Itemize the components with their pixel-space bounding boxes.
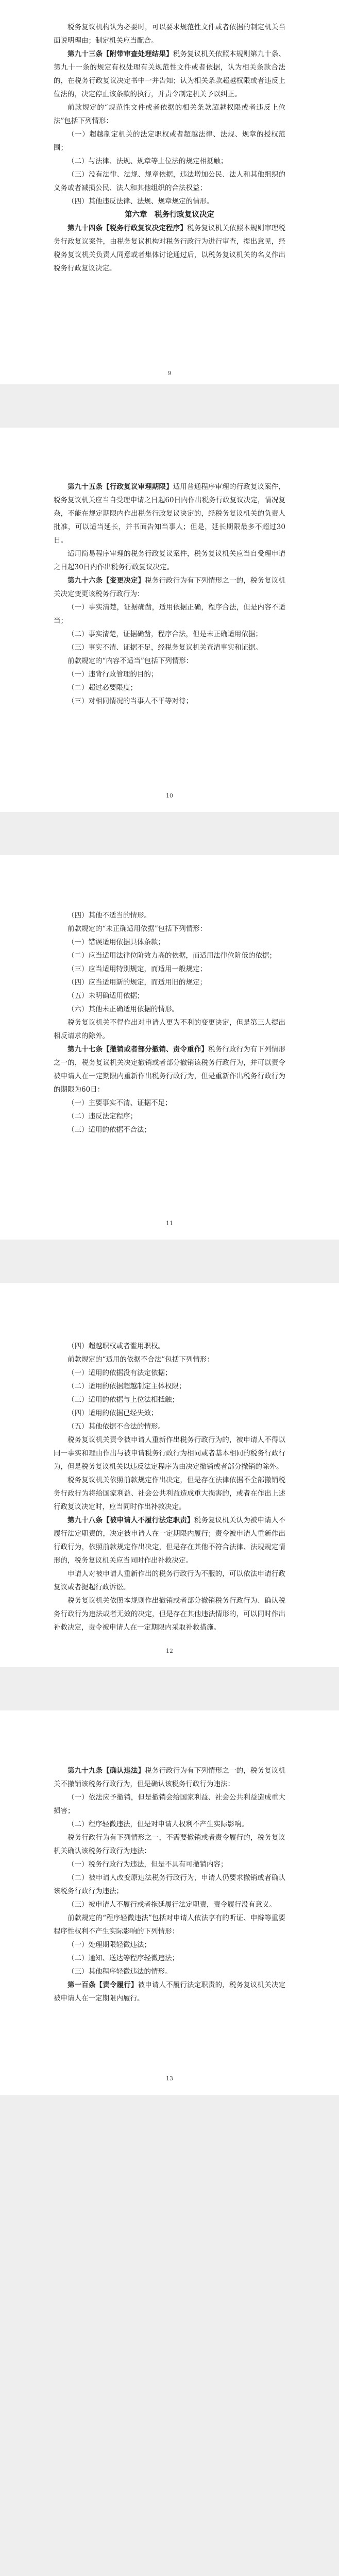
page-number: 13 (166, 2075, 173, 2082)
paragraph-text: （四）其他违反法律、法规、规章规定的情形。 (67, 197, 214, 206)
paragraph (54, 1366, 285, 1380)
page-number: 12 (166, 1648, 173, 1654)
paragraph-text: （一）错误适用依据具体条款； (67, 938, 165, 946)
paragraph-text: 税务行政行为有下列情形之一，不需要撤销或者责令履行的，税务复议机关确认该税务行政行为违法： (54, 1834, 285, 1855)
paragraph (54, 1858, 285, 1871)
paragraph (54, 1340, 285, 1353)
paragraph (54, 936, 285, 949)
paragraph (54, 1978, 285, 2005)
paragraph (54, 168, 285, 195)
paragraph-text: （一）违背行政管理的目的； (67, 670, 158, 679)
paragraph-text: 前款规定的“内容不适当”包括下列情形： (67, 657, 193, 665)
paragraph-text: （二）事实清楚，证据确凿，程序合法，但是未正确适用依据； (67, 630, 262, 638)
paragraph-text: （三）适用的依据不合法； (67, 1126, 151, 1134)
paragraph (54, 654, 285, 668)
paragraph (54, 480, 285, 547)
paragraph (54, 1123, 285, 1137)
article-number: 第九十九条【确认违法】 (67, 1767, 145, 1775)
paragraph (54, 1965, 285, 1978)
paragraph-text: （二）通知、送达等程序轻微违法； (67, 1954, 179, 1962)
paragraph-text: （四）适用的依据已经失效； (67, 1409, 158, 1417)
paragraph-text: 前款规定的“规范性文件或者依据的相关条款超越权限或者违反上位法”包括下列情形： (54, 104, 285, 125)
paragraph-text: （二）违反法定程序； (67, 1112, 137, 1121)
paragraph-text: 前款规定的“未正确适用依据”包括下列情形： (67, 925, 207, 933)
paragraph (54, 547, 285, 574)
document-page (0, 1283, 339, 1667)
paragraph-text: （五）未明确适用依据； (67, 992, 144, 1000)
paragraph-text: 前款规定的“程序轻微违法”包括对申请人依法享有的听证、申辩等重要程序性权利不产生实际影响的下列情形： (54, 1914, 285, 1936)
paragraph (54, 976, 285, 989)
page-body (54, 909, 285, 1137)
paragraph (54, 694, 285, 708)
paragraph (54, 601, 285, 628)
paragraph-text: （二）适用的依据超越制定主体权限； (67, 1382, 186, 1391)
paragraph-text: （二）被申请人改变原违法税务行政行为，申请人仍要求撤销或者确认该税务行政行为违法； (54, 1874, 285, 1895)
paragraph-text: （三）应当适用特别规定，而适用一般规定； (67, 965, 207, 973)
paragraph (54, 909, 285, 922)
paragraph-text: 税务复议机关依照本规则作出撤销或者部分撤销税务行政行为、确认税务行政行为违法或者无效的决定，但是存在其他违法情形的，可以同时作出补救决定，责令被申请人在一定期限内采取补救措施。 (54, 1597, 285, 1632)
paragraph-text: 税务行政行为有下列情形之一的，税务复议机关决定撤销或者部分撤销该税务行政行为，并可以责令被申请人在一定期限内重新作出税务行政行为，但是重新作出税务行政行为的期限为60日： (54, 1045, 285, 1094)
document-page (0, 855, 339, 1240)
page-body (54, 1340, 285, 1634)
paragraph-text: （二）超过必要限度； (67, 684, 137, 692)
paragraph (54, 1791, 285, 1818)
article-number: 第九十八条【被申请人不履行法定职责】 (67, 1516, 194, 1524)
paragraph-text: （五）其他依据不合法的情形。 (67, 1422, 165, 1431)
paragraph-text: （六）其他未正确适用依据的情形。 (67, 1005, 179, 1013)
paragraph-text: 适用普通程序审理的行政复议案件，税务复议机关应当自受理申请之日起60日内作出税务行政复议决定，情况复杂，不能在规定期限内作出税务行政复议决定的，经税务复议机关的负责人批准，可以适当延长，并书面告知当事人；但是，延长期限最多不超过30日。 (54, 483, 285, 545)
page-number: 9 (167, 370, 172, 377)
paragraph (54, 681, 285, 694)
paragraph (54, 628, 285, 641)
paragraph (54, 1406, 285, 1420)
paragraph (54, 1594, 285, 1634)
paragraph-text: （四）应当适用新的规定，而适用旧的规定； (67, 978, 207, 987)
paragraph-text: （四）超越职权或者滥用职权。 (67, 1342, 165, 1350)
paragraph (54, 1003, 285, 1016)
paragraph (54, 1818, 285, 1831)
paragraph-text: （三）没有法律、法规、规章依据，违法增加公民、法人和其他组织的义务或者减损公民、法人和其他组织的合法权益； (54, 171, 285, 192)
paragraph-text: （一）超越制定机关的法定职权或者超越法律、法规、规章的授权范围； (54, 130, 285, 152)
paragraph-text: （一）适用的依据没有法定依据； (67, 1369, 172, 1377)
paragraph (54, 1871, 285, 1898)
paragraph-text: 税务行政行为有下列情形之一的，税务复议机关决定变更该税务行政行为： (54, 577, 286, 598)
paragraph-text: （一）事实清楚，证据确凿，适用依据正确，程序合法，但是内容不适当； (54, 603, 285, 625)
article-number: 第九十五条【行政复议审理期限】 (67, 483, 173, 491)
paragraph (54, 1110, 285, 1123)
paragraph (54, 101, 285, 128)
paragraph-text: 税务复议机关不得作出对申请人更为不利的变更决定，但是第三人提出相反请求的除外。 (54, 1019, 285, 1040)
paragraph (54, 641, 285, 654)
paragraph (54, 21, 285, 47)
paragraph-text: （一）税务行政行为违法，但是不具有可撤销内容； (67, 1860, 228, 1869)
paragraph-text: 税务复议机构认为必要时，可以要求规范性文件或者依据的制定机关当面说明理由；制定机关应当配合。 (54, 23, 285, 45)
paragraph (54, 922, 285, 936)
paragraph-text: 第六章 税务行政复议决定 (125, 210, 214, 219)
article-number: 第九十三条【附带审查处理结果】 (67, 50, 173, 58)
paragraph-text: （一）依法应予撤销，但是撤销会给国家利益、社会公共利益造成重大损害； (54, 1793, 285, 1815)
paragraph (54, 1016, 285, 1043)
paragraph-text: （三）其他程序轻微违法的情形。 (67, 1968, 172, 1976)
paragraph-text: （三）被申请人不履行或者拖延履行法定职责，责令履行没有意义。 (67, 1901, 276, 1909)
page-number: 11 (166, 1220, 173, 1227)
document-page (0, 0, 339, 384)
page-body (54, 1764, 285, 2005)
article-number: 第九十六条【变更决定】 (67, 577, 145, 585)
paragraph-text: （三）事实不清、证据不足，经税务复议机关查清事实和证据。 (67, 643, 262, 652)
paragraph (54, 1514, 285, 1567)
paragraph (54, 1043, 285, 1096)
paragraph-text: 税务复议机关认为被申请人不履行法定职责的，决定被申请人在一定期限内履行；责令被申请人重新作出行政行为，依照前款规定作出决定，但是存在其他不符合法律、法规规定情形的，税务复议机关应当同时作出补救决定。 (54, 1516, 286, 1565)
paragraph (54, 1567, 285, 1594)
paragraph (54, 1393, 285, 1406)
paragraph (54, 1764, 285, 1791)
page-body (54, 21, 285, 275)
paragraph-text: （二）程序轻微违法，但是对申请人权利不产生实际影响。 (67, 1820, 248, 1828)
paragraph-text: （三）对相同情况的当事人不平等对待； (67, 697, 193, 705)
article-number: 第九十四条【税务行政复议决定程序】 (67, 224, 188, 232)
paragraph (54, 668, 285, 681)
paragraph (54, 1898, 285, 1911)
paragraph (54, 1353, 285, 1366)
paragraph-text: （一）处理期限轻微违法； (67, 1941, 151, 1949)
paragraph (54, 1911, 285, 1938)
paragraph-text: 税务复议机关依照前款规定作出决定，但是存在法律依据不全部撤销税务行政行为将给国家利益、社会公共利益造成重大损害的，或者在作出上述行政复议决定时，应当同时作出补救决定。 (54, 1476, 285, 1511)
paragraph-text: 申请人对被申请人重新作出的税务行政行为不服的，可以依法申请行政复议或者提起行政诉讼。 (54, 1570, 285, 1591)
paragraph (54, 1473, 285, 1514)
paragraph-text: （二）应当适用法律位阶效力高的依据，而适用法律位阶低的依据； (67, 952, 276, 960)
paragraph (54, 222, 285, 275)
paragraph (54, 962, 285, 976)
document-page (0, 428, 339, 812)
paragraph (54, 1433, 285, 1473)
paragraph-text: 前款规定的“适用的依据不合法”包括下列情形： (67, 1355, 214, 1364)
paragraph-text: （三）适用的依据与上位法相抵触； (67, 1396, 179, 1404)
paragraph (54, 1831, 285, 1858)
paragraph-text: 税务复议机关责令被申请人重新作出税务行政行为的，被申请人不得以同一事实和理由作出与被申请税务行政行为相同或者基本相同的税务行政行为，但是税务复议机关以违反法定程序为由决定撤销或者部分撤销的除外。 (54, 1436, 285, 1471)
paragraph (54, 1952, 285, 1965)
paragraph (54, 1938, 285, 1952)
paragraph-text: 税务行政行为有下列情形之一的，税务复议机关不撤销该税务行政行为，但是确认该税务行政行为违法： (54, 1767, 286, 1788)
page-number: 10 (166, 792, 173, 799)
paragraph (54, 949, 285, 962)
chapter-heading (54, 208, 285, 222)
paragraph-text: （四）其他不适当的情形。 (67, 911, 151, 920)
article-number: 第九十七条【撤销或者部分撤销、责令重作】 (67, 1045, 208, 1054)
paragraph (54, 155, 285, 168)
paragraph (54, 574, 285, 601)
paragraph (54, 1420, 285, 1433)
paragraph (54, 989, 285, 1003)
paragraph-text: 被申请人不履行法定职责的，税务复议机关决定被申请人在一定期限内履行。 (54, 1981, 285, 2003)
page-body (54, 480, 285, 708)
paragraph (54, 128, 285, 155)
paragraph-text: （二）与法律、法规、规章等上位法的规定相抵触； (67, 157, 228, 165)
document-page (0, 1710, 339, 2095)
paragraph (54, 1096, 285, 1110)
paragraph (54, 1380, 285, 1393)
paragraph (54, 47, 285, 101)
paragraph-text: （一）主要事实不清、证据不足； (67, 1099, 172, 1107)
paragraph-text: 税务复议机关依照本规则审理税务行政复议案件，由税务复议机构对税务行政行为进行审查，提出意见，经税务复议机关负责人同意或者集体讨论通过后，以税务复议机关的名义作出税务行政复议决定。 (54, 224, 286, 273)
paragraph (54, 195, 285, 208)
article-number: 第一百条【责令履行】 (67, 1981, 138, 1989)
paragraph-text: 适用简易程序审理的税务行政复议案件，税务复议机关应当自受理申请之日起30日内作出税务行政复议决定。 (54, 550, 285, 571)
paragraph-text: 税务复议机关依照本规则第九十条、第九十一条的规定有权处理有关规范性文件或者依据，认为相关条款合法的，在税务行政复议决定书中一并告知；认为相关条款超越权限或者违反上位法的，决定停止该条款的执行，并责令制定机关予以纠正。 (54, 50, 285, 98)
